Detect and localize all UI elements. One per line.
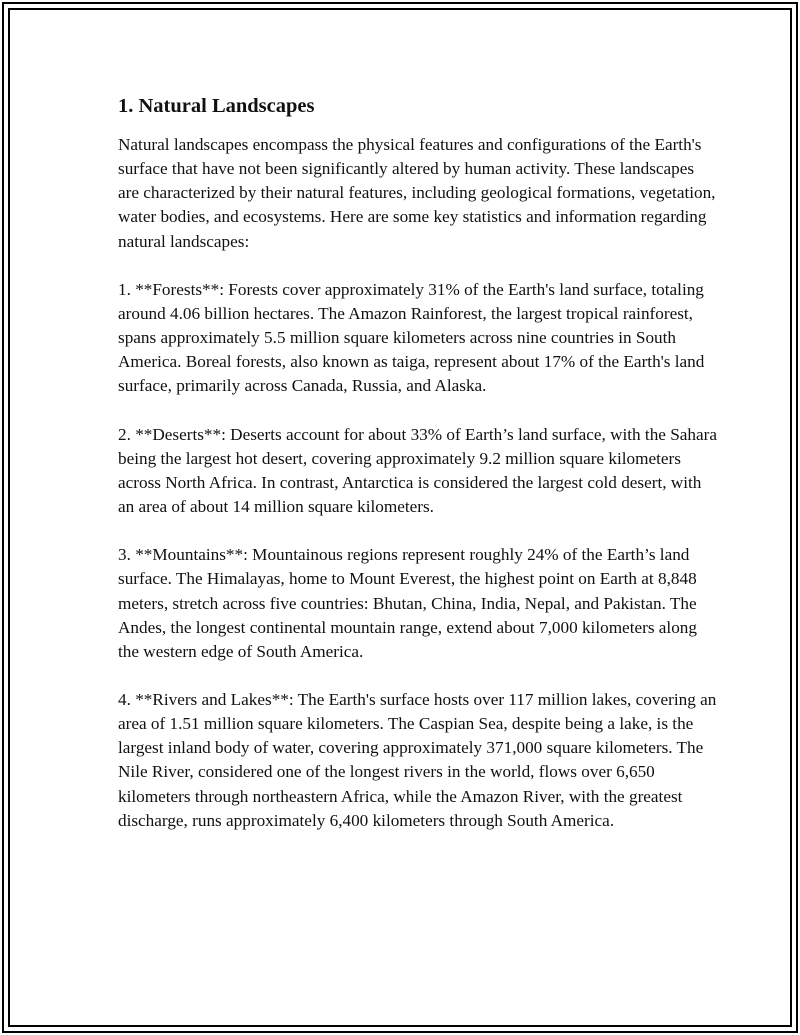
intro-paragraph: Natural landscapes encompass the physical features and configurations of the Earth's surface that have not been significantly altered by human activity. These landscapes are characterized by their natural features, including geological formations, vegetation, water bodies, and ecosystems. Here are some key statistics and information regarding natural landscapes: bbox=[118, 135, 716, 251]
forests-paragraph: 1. **Forests**: Forests cover approximately 31% of the Earth's land surface, totaling around 4.06 billion hectares. The Amazon Rainforest, the largest tropical rainforest, spans approximately 5.5 million square kilometers across nine countries in South America. Boreal forests, also known as taiga, represent about 17% of the Earth's land surface, primarily across Canada, Russia, and Alaska. bbox=[118, 279, 705, 396]
document-body bbox=[118, 92, 718, 857]
deserts-paragraph: 2. **Deserts**: Deserts account for about 33% of Earth’s land surface, with the Sahara being the largest hot desert, covering approximately 9.2 million square kilometers across North Africa. In contrast, Antarctica is considered the largest cold desert, with an area of about 14 million square kilometers. bbox=[118, 424, 717, 517]
rivers-and-lakes-paragraph: 4. **Rivers and Lakes**: The Earth's surface hosts over 117 million lakes, covering an area of 1.51 million square kilometers. The Caspian Sea, despite being a lake, is the largest inland body of water, covering approximately 371,000 square kilometers. The Nile River, considered one of the longest rivers in the world, flows over 6,650 kilometers through northeastern Africa, while the Amazon River, with the greatest discharge, runs approximately 6,400 kilometers through South America. bbox=[118, 689, 717, 830]
mountains-paragraph: 3. **Mountains**: Mountainous regions represent roughly 24% of the Earth’s land surface. The Himalayas, home to Mount Everest, the highest point on Earth at 8,848 meters, stretch across five countries: Bhutan, China, India, Nepal, and Pakistan. The Andes, the longest continental mountain range, extend about 7,000 kilometers along the western edge of South America. bbox=[118, 545, 697, 661]
section-heading: 1. Natural Landscapes bbox=[118, 95, 315, 117]
